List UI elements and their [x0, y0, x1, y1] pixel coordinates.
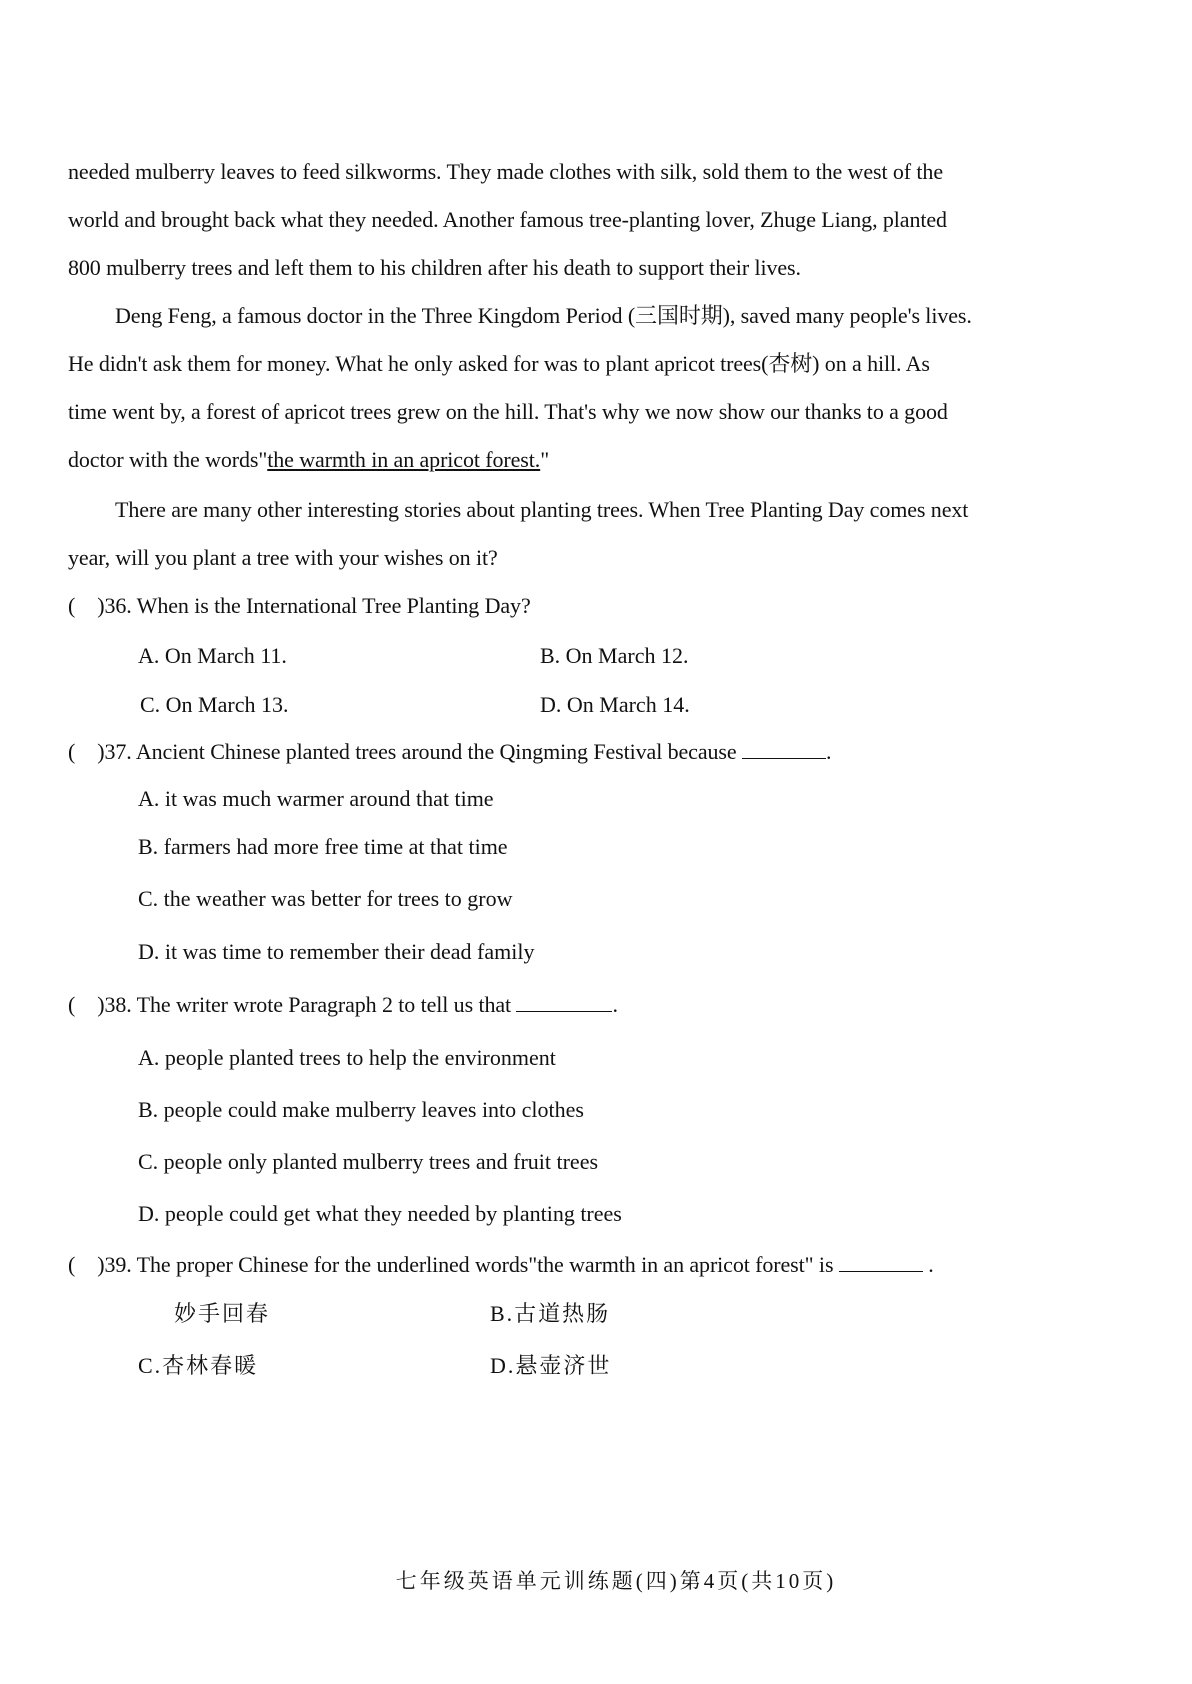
underlined-phrase: the warmth in an apricot forest.	[267, 447, 541, 472]
question-36-stem	[68, 592, 531, 620]
stem-end: .	[612, 992, 618, 1017]
question-37-option-a: A. it was much warmer around that time	[138, 786, 494, 811]
question-39-option-a: 妙手回春	[174, 1301, 271, 1326]
question-36-option-c: C. On March 13.	[140, 692, 289, 717]
answer-paren: (	[68, 992, 76, 1017]
question-36-option-a: A. On March 11.	[138, 643, 287, 668]
answer-paren: (	[68, 593, 76, 618]
question-36-option-b: B. On March 12.	[540, 643, 689, 668]
question-37-option-d: D. it was time to remember their dead family	[138, 939, 535, 964]
passage-text: "	[540, 447, 550, 472]
question-36-option-d: D. On March 14.	[540, 692, 690, 717]
passage-line: world and brought back what they needed. Another famous tree-planting lover, Zhuge Liang, planted	[68, 207, 947, 232]
stem-end: .	[825, 739, 832, 764]
answer-paren: (	[68, 1252, 76, 1277]
question-38-stem	[68, 991, 618, 1019]
question-38-option-a: A. people planted trees to help the environment	[138, 1045, 556, 1070]
question-37-option-b: B. farmers had more free time at that time	[138, 834, 508, 859]
passage-line: 800 mulberry trees and left them to his children after his death to support their lives.	[68, 255, 801, 280]
passage-line	[68, 446, 549, 474]
question-39-option-d: D.悬壶济世	[490, 1353, 612, 1378]
question-38-option-c: C. people only planted mulberry trees and fruit trees	[138, 1149, 599, 1174]
passage-line: There are many other interesting stories about planting trees. When Tree Planting Day comes next	[115, 497, 969, 522]
question-text: )39. The proper Chinese for the underlined words"the warmth in an apricot forest" is	[97, 1252, 834, 1277]
passage-line: He didn't ask them for money. What he only asked for was to plant apricot trees(杏树) on a hill. As	[68, 351, 930, 376]
question-text: )37. Ancient Chinese planted trees around the Qingming Festival because	[97, 739, 737, 764]
question-text: )38. The writer wrote Paragraph 2 to tell us that	[97, 992, 512, 1017]
question-39-option-b: B.古道热肠	[490, 1301, 611, 1326]
question-39-stem	[68, 1251, 934, 1279]
passage-line: time went by, a forest of apricot trees grew on the hill. That's why we now show our thanks to a good	[68, 399, 948, 424]
stem-end: .	[928, 1252, 934, 1277]
question-38-option-b: B. people could make mulberry leaves into clothes	[138, 1097, 584, 1122]
page-footer: 七年级英语单元训练题(四)第4页(共10页)	[395, 1569, 837, 1593]
fill-blank[interactable]	[839, 1271, 923, 1272]
passage-text: doctor with the words"	[68, 447, 268, 472]
passage-line: year, will you plant a tree with your wishes on it?	[68, 545, 498, 570]
passage-line: Deng Feng, a famous doctor in the Three Kingdom Period (三国时期), saved many people's lives.	[115, 303, 972, 328]
fill-blank[interactable]	[516, 1011, 612, 1012]
answer-paren: (	[68, 739, 76, 764]
question-37-stem	[68, 738, 831, 766]
fill-blank[interactable]	[742, 758, 826, 759]
question-38-option-d: D. people could get what they needed by planting trees	[138, 1201, 622, 1226]
question-text: )36. When is the International Tree Planting Day?	[97, 593, 531, 618]
question-39-option-c: C.杏林春暖	[138, 1353, 259, 1378]
question-37-option-c: C. the weather was better for trees to grow	[138, 886, 513, 911]
passage-line: needed mulberry leaves to feed silkworms. They made clothes with silk, sold them to the west of the	[68, 159, 943, 184]
